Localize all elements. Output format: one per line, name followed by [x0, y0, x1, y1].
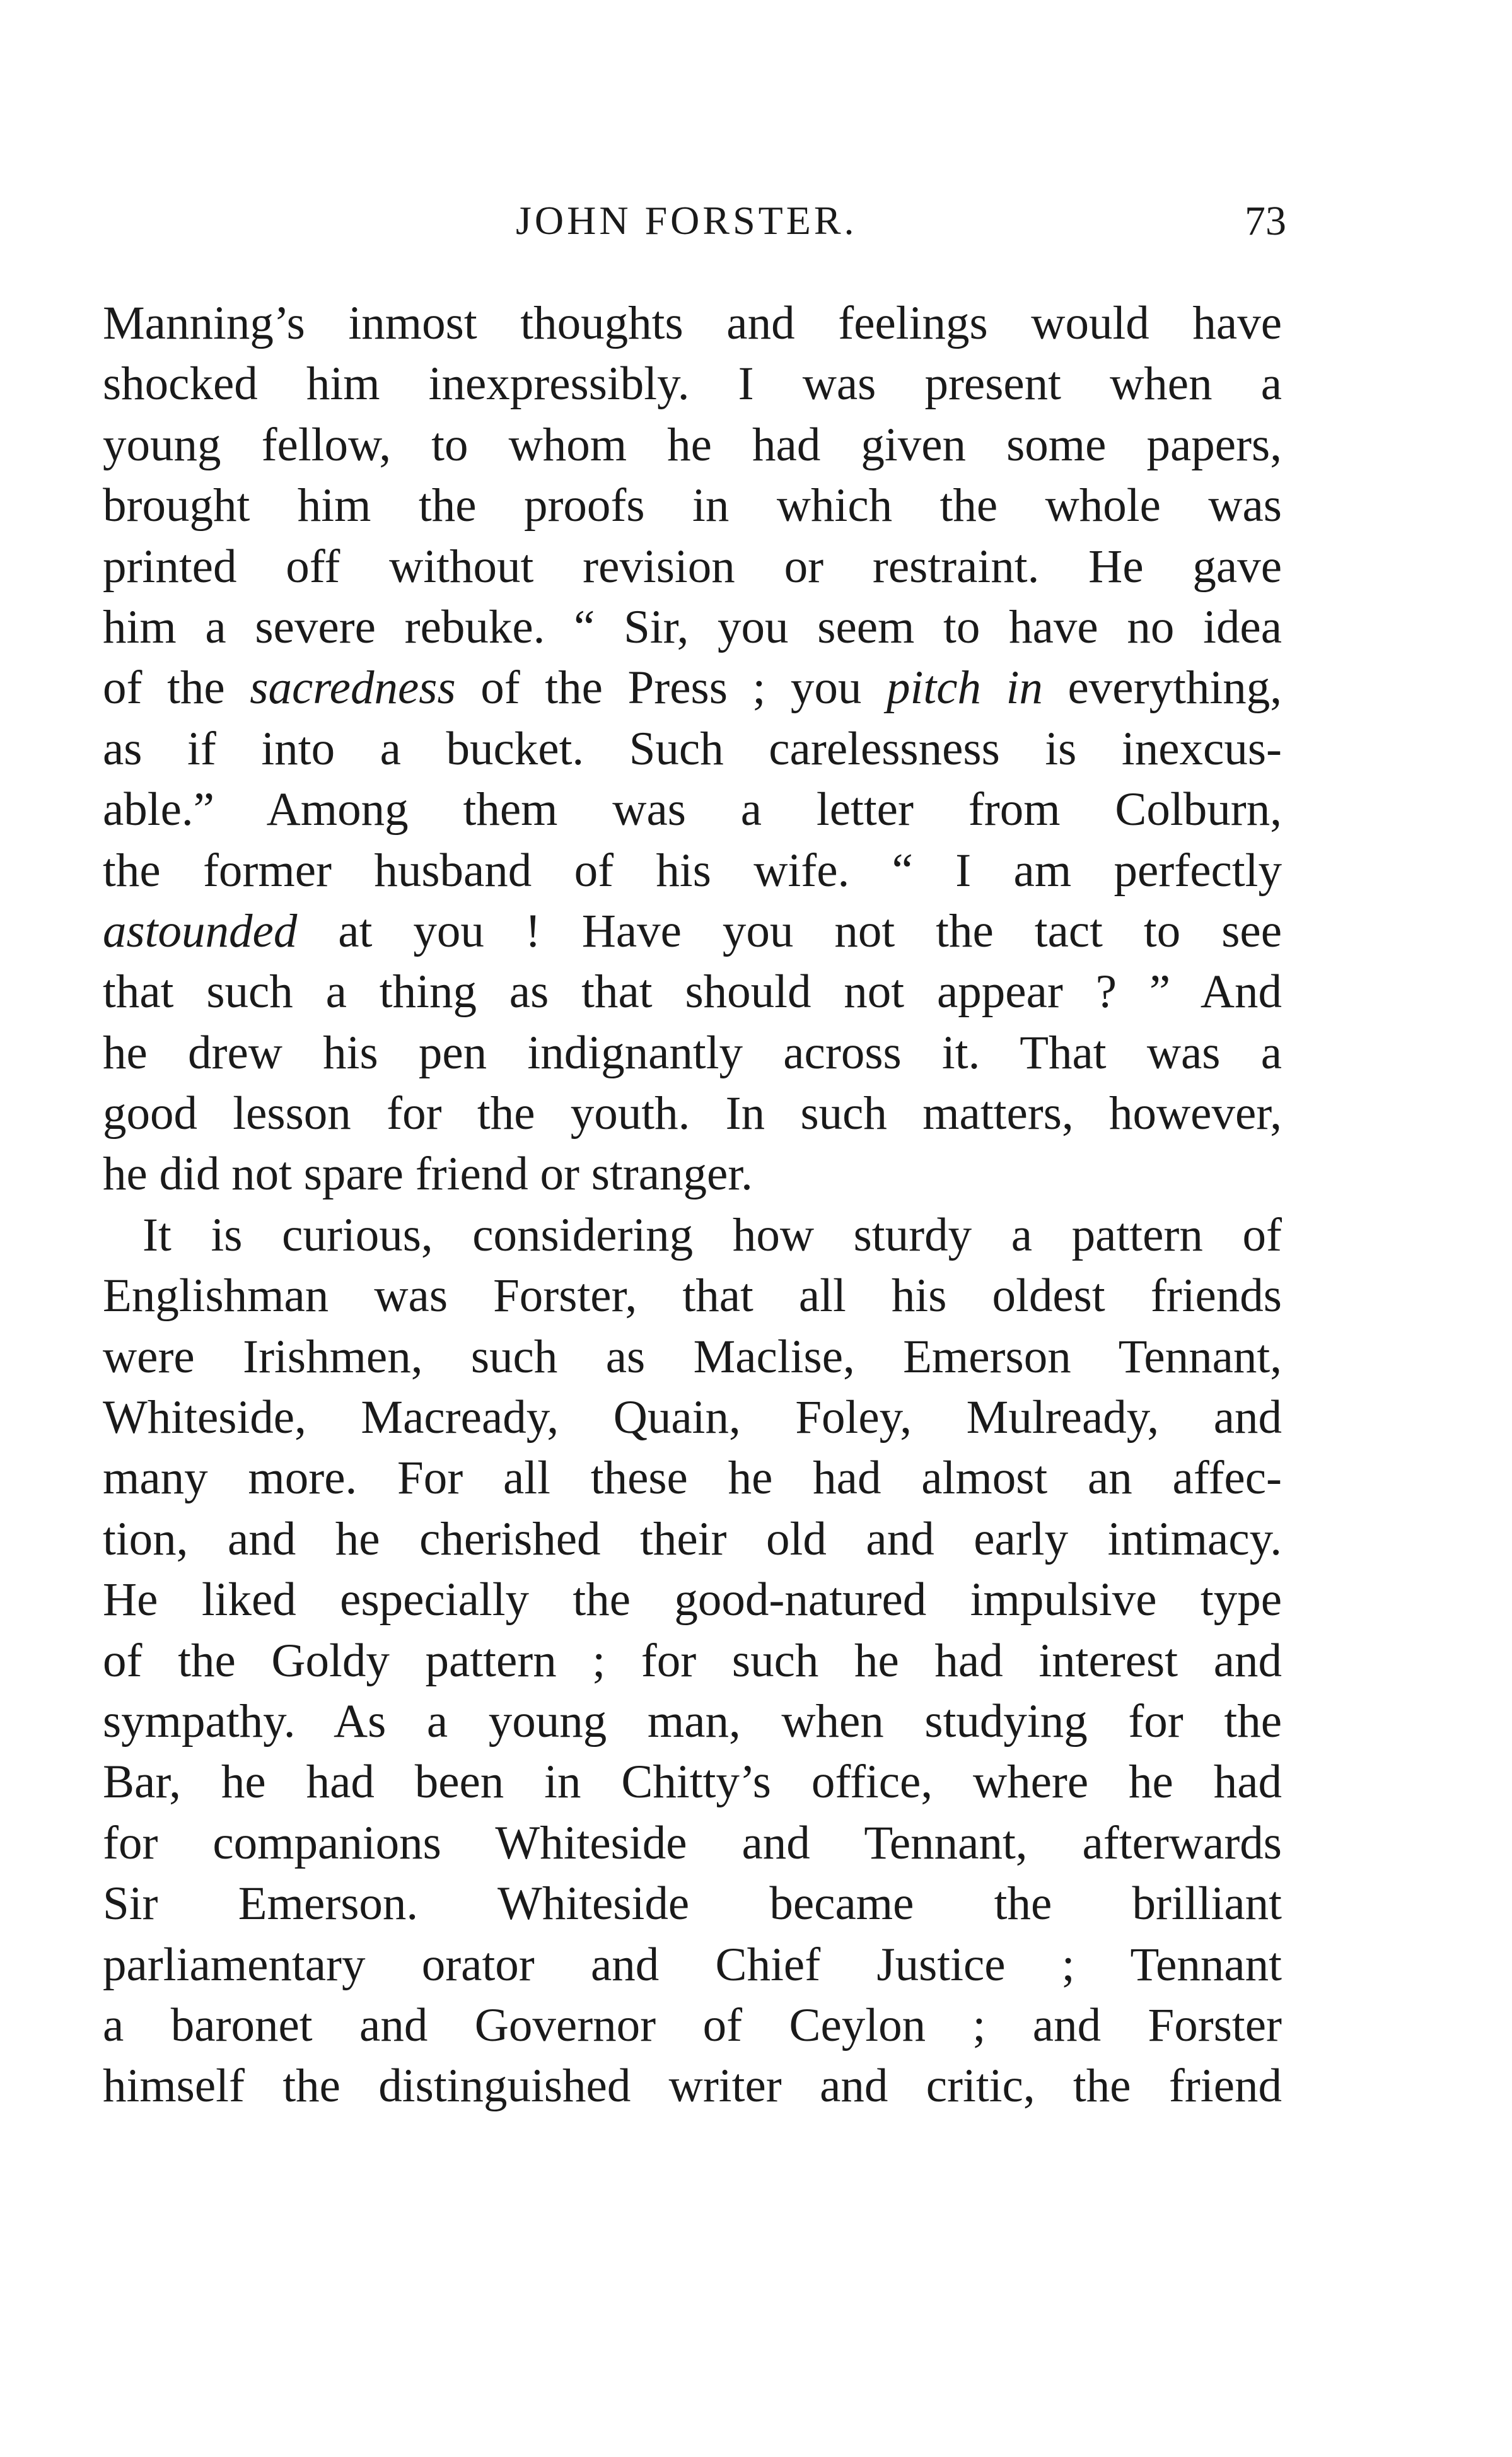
text-line: parliamentary orator and Chief Justice ; Tennant — [103, 1938, 1282, 1991]
page-number: 73 — [1245, 198, 1286, 244]
text-line: printed off without revision or restraint. He gave — [103, 540, 1282, 593]
text-line: for companions Whiteside and Tennant, afterwards — [103, 1816, 1282, 1869]
text-line: him a severe rebuke. “ Sir, you seem to have no idea — [103, 600, 1282, 653]
text-line: of the Goldy pattern ; for such he had interest and — [103, 1634, 1282, 1687]
text-line: shocked him inexpressibly. I was present when a — [103, 358, 1282, 411]
italic-emphasis: astounded — [103, 904, 298, 957]
text-line: good lesson for the youth. In such matters, however, — [103, 1087, 1282, 1140]
text-line: as if into a bucket. Such carelessness is inexcus- — [103, 722, 1282, 775]
text-run: everything, — [1042, 662, 1282, 715]
paragraph-2 — [103, 1205, 1282, 2117]
running-head: JOHN FORSTER. — [516, 198, 858, 243]
text-line: he drew his pen indignantly across it. That was a — [103, 1026, 1282, 1079]
paragraph-1 — [103, 293, 1282, 1205]
text-line: brought him the proofs in which the whole was — [103, 479, 1282, 532]
text-run: at you ! Have you not the tact to see — [297, 904, 1282, 957]
text-line: It is curious, considering how sturdy a pattern of — [142, 1208, 1282, 1261]
text-line: Bar, he had been in Chitty’s office, where he had — [103, 1756, 1282, 1809]
text-line: He liked especially the good-natured impulsive type — [103, 1573, 1282, 1626]
text-line: young fellow, to whom he had given some papers, — [103, 418, 1282, 471]
text-line — [103, 901, 1282, 962]
body-text — [103, 293, 1282, 2117]
text-line: himself the distinguished writer and critic, the friend — [103, 2060, 1282, 2113]
text-line: Englishman was Forster, that all his oldest friends — [103, 1269, 1282, 1322]
text-line: many more. For all these he had almost an affec- — [103, 1452, 1282, 1505]
text-line: that such a thing as that should not appear ? ” And — [103, 966, 1282, 1018]
text-line: he did not spare friend or stranger. — [103, 1148, 753, 1201]
text-line: Manning’s inmost thoughts and feelings would have — [103, 297, 1282, 349]
italic-emphasis: sacredness — [250, 662, 456, 715]
text-line: Whiteside, Macready, Quain, Foley, Mulready, and — [103, 1391, 1282, 1444]
text-run: of the Press ; you — [455, 662, 887, 715]
text-line: were Irishmen, such as Maclise, Emerson Tennant, — [103, 1330, 1282, 1383]
italic-emphasis: pitch in — [887, 662, 1043, 715]
text-line: tion, and he cherished their old and early intimacy. — [103, 1512, 1282, 1565]
text-run: of the — [103, 662, 250, 715]
text-line: able.” Among them was a letter from Colburn, — [103, 783, 1282, 836]
text-line — [103, 658, 1282, 718]
text-line: Sir Emerson. Whiteside became the brilliant — [103, 1877, 1282, 1930]
text-line: a baronet and Governor of Ceylon ; and Forster — [103, 1999, 1282, 2051]
text-line: sympathy. As a young man, when studying for the — [103, 1695, 1282, 1748]
text-line: the former husband of his wife. “ I am perfectly — [103, 844, 1282, 897]
